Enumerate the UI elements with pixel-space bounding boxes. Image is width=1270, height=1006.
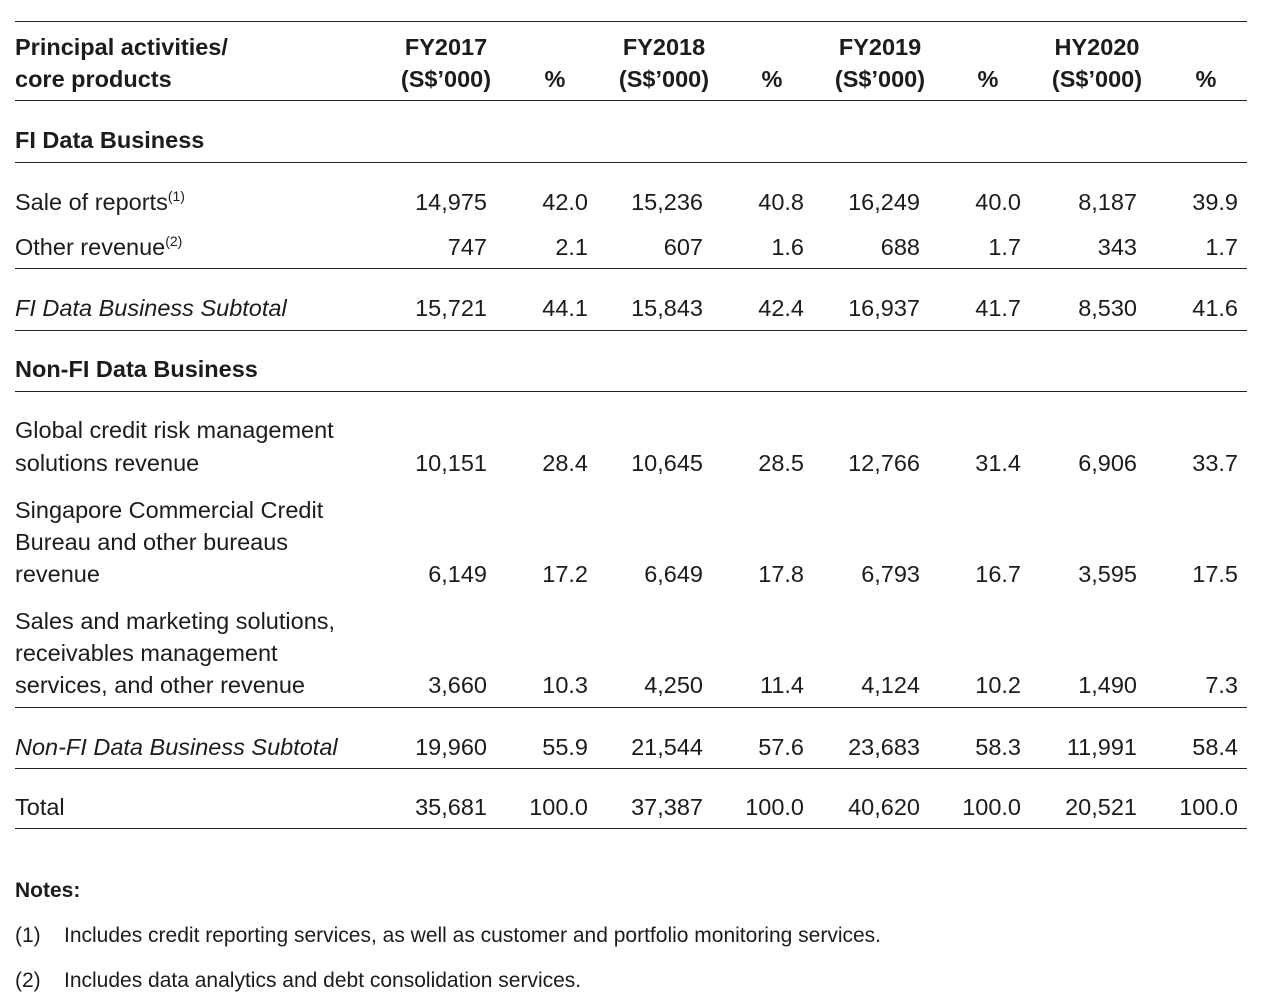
percent-cell: 42.4 — [758, 295, 804, 321]
amount-cell: 8,530 — [1078, 295, 1137, 321]
percent-cell: 16.7 — [975, 561, 1021, 587]
amount-cell: 16,249 — [848, 189, 920, 215]
percent-cell: 58.4 — [1192, 734, 1238, 760]
column-header: (S$’000) — [618, 66, 710, 92]
amount-cell: 19,960 — [415, 734, 487, 760]
amount-cell: 3,595 — [1078, 561, 1137, 587]
section-end-rule — [15, 330, 1247, 331]
row-label: Other revenue$^{(2)}$ — [15, 233, 183, 260]
note-item — [15, 921, 881, 951]
percent-cell: 31.4 — [975, 450, 1021, 476]
top-rule — [15, 21, 1247, 22]
column-header: % — [761, 66, 783, 92]
amount-cell: 21,544 — [631, 734, 703, 760]
percent-cell: 100.0 — [962, 794, 1021, 820]
subtotal-rule — [15, 707, 1247, 708]
bottom-rule — [15, 828, 1247, 829]
percent-cell: 100.0 — [1179, 794, 1238, 820]
percent-cell: 17.2 — [542, 561, 588, 587]
amount-cell: 4,250 — [644, 672, 703, 698]
subtotal-rule — [15, 268, 1247, 269]
amount-cell: 10,151 — [415, 450, 487, 476]
amount-cell: 6,149 — [428, 561, 487, 587]
column-header: HY2020 — [1054, 34, 1140, 60]
footnote-ref: (1) — [167, 188, 185, 204]
row-label-total: Total — [15, 794, 65, 820]
amount-cell: 23,683 — [848, 734, 920, 760]
notes-title: Notes: — [15, 879, 81, 902]
amount-cell: 15,843 — [631, 295, 703, 321]
row-label: revenue — [15, 561, 100, 587]
amount-cell: 14,975 — [415, 189, 487, 215]
amount-cell: 8,187 — [1078, 189, 1137, 215]
amount-cell: 10,645 — [631, 450, 703, 476]
column-header: FY2018 — [622, 34, 706, 60]
percent-cell: 28.4 — [542, 450, 588, 476]
percent-cell: 1.7 — [1205, 234, 1238, 260]
row-label-fi-subtotal: FI Data Business Subtotal — [15, 295, 287, 321]
percent-cell: 7.3 — [1205, 672, 1238, 698]
row-label: services, and other revenue — [15, 672, 305, 698]
note-marker: (1) — [15, 924, 41, 947]
percent-cell: 17.8 — [758, 561, 804, 587]
column-header: % — [977, 66, 999, 92]
note-item — [15, 966, 581, 996]
note-marker: (2) — [15, 969, 41, 992]
amount-cell: 20,521 — [1065, 794, 1137, 820]
row-label: Bureau and other bureaus — [15, 529, 289, 555]
percent-cell: 28.5 — [758, 450, 804, 476]
amount-cell: 12,766 — [848, 450, 920, 476]
amount-cell: 35,681 — [415, 794, 487, 820]
row-label: Singapore Commercial Credit — [15, 497, 324, 523]
section-heading-fi: FI Data Business — [15, 127, 205, 153]
row-label: solutions revenue — [15, 450, 200, 476]
percent-cell: 11.4 — [760, 672, 804, 698]
amount-cell: 15,236 — [631, 189, 703, 215]
footnote-ref: (2) — [165, 233, 183, 249]
percent-cell: 44.1 — [542, 295, 588, 321]
percent-cell: 41.6 — [1192, 295, 1238, 321]
amount-cell: 6,906 — [1078, 450, 1137, 476]
note-text: Includes data analytics and debt consolidation services. — [64, 969, 582, 992]
row-label: Global credit risk management — [15, 417, 334, 443]
percent-cell: 40.8 — [758, 189, 804, 215]
row-label: Sales and marketing solutions, — [15, 608, 336, 634]
column-header: FY2019 — [838, 34, 922, 60]
percent-cell: 33.7 — [1192, 450, 1238, 476]
percent-cell: 40.0 — [975, 189, 1021, 215]
percent-cell: 41.7 — [975, 295, 1021, 321]
amount-cell: 16,937 — [848, 295, 920, 321]
column-header: FY2017 — [404, 34, 488, 60]
percent-cell: 10.2 — [975, 672, 1021, 698]
header-label: Principal activities/ — [15, 34, 228, 60]
amount-cell: 6,649 — [644, 561, 703, 587]
percent-cell: 39.9 — [1192, 189, 1238, 215]
amount-cell: 37,387 — [631, 794, 703, 820]
percent-cell: 1.7 — [988, 234, 1021, 260]
amount-cell: 15,721 — [415, 295, 487, 321]
amount-cell: 3,660 — [428, 672, 487, 698]
percent-cell: 10.3 — [542, 672, 588, 698]
amount-cell: 11,991 — [1066, 734, 1137, 760]
percent-cell: 100.0 — [745, 794, 804, 820]
percent-cell: 58.3 — [975, 734, 1021, 760]
percent-cell: 42.0 — [542, 189, 588, 215]
row-label: Sale of reports$^{(1)}$ — [15, 188, 185, 215]
row-label-nonfi-subtotal: Non-FI Data Business Subtotal — [15, 734, 338, 760]
column-header: % — [1195, 66, 1217, 92]
percent-cell: 2.1 — [555, 234, 588, 260]
note-text: Includes credit reporting services, as well as customer and portfolio monitoring services. — [64, 924, 882, 947]
percent-cell: 57.6 — [758, 734, 804, 760]
section-rule — [15, 162, 1247, 163]
percent-cell: 17.5 — [1192, 561, 1238, 587]
amount-cell: 688 — [880, 234, 920, 260]
amount-cell: 4,124 — [861, 672, 920, 698]
amount-cell: 747 — [447, 234, 487, 260]
percent-cell: 100.0 — [529, 794, 588, 820]
section-rule — [15, 391, 1247, 392]
amount-cell: 6,793 — [861, 561, 920, 587]
column-header: (S$’000) — [1051, 66, 1143, 92]
section-heading-nonfi: Non-FI Data Business — [15, 356, 258, 382]
amount-cell: 40,620 — [848, 794, 920, 820]
section-end-rule — [15, 768, 1247, 769]
percent-cell: 55.9 — [542, 734, 588, 760]
header-rule — [15, 100, 1247, 101]
percent-cell: 1.6 — [771, 234, 804, 260]
row-label: receivables management — [15, 640, 278, 666]
column-header: (S$’000) — [834, 66, 926, 92]
amount-cell: 1,490 — [1078, 672, 1137, 698]
header-label: core products — [15, 66, 172, 92]
amount-cell: 343 — [1097, 234, 1137, 260]
column-header: (S$’000) — [400, 66, 492, 92]
column-header: % — [544, 66, 566, 92]
amount-cell: 607 — [663, 234, 703, 260]
